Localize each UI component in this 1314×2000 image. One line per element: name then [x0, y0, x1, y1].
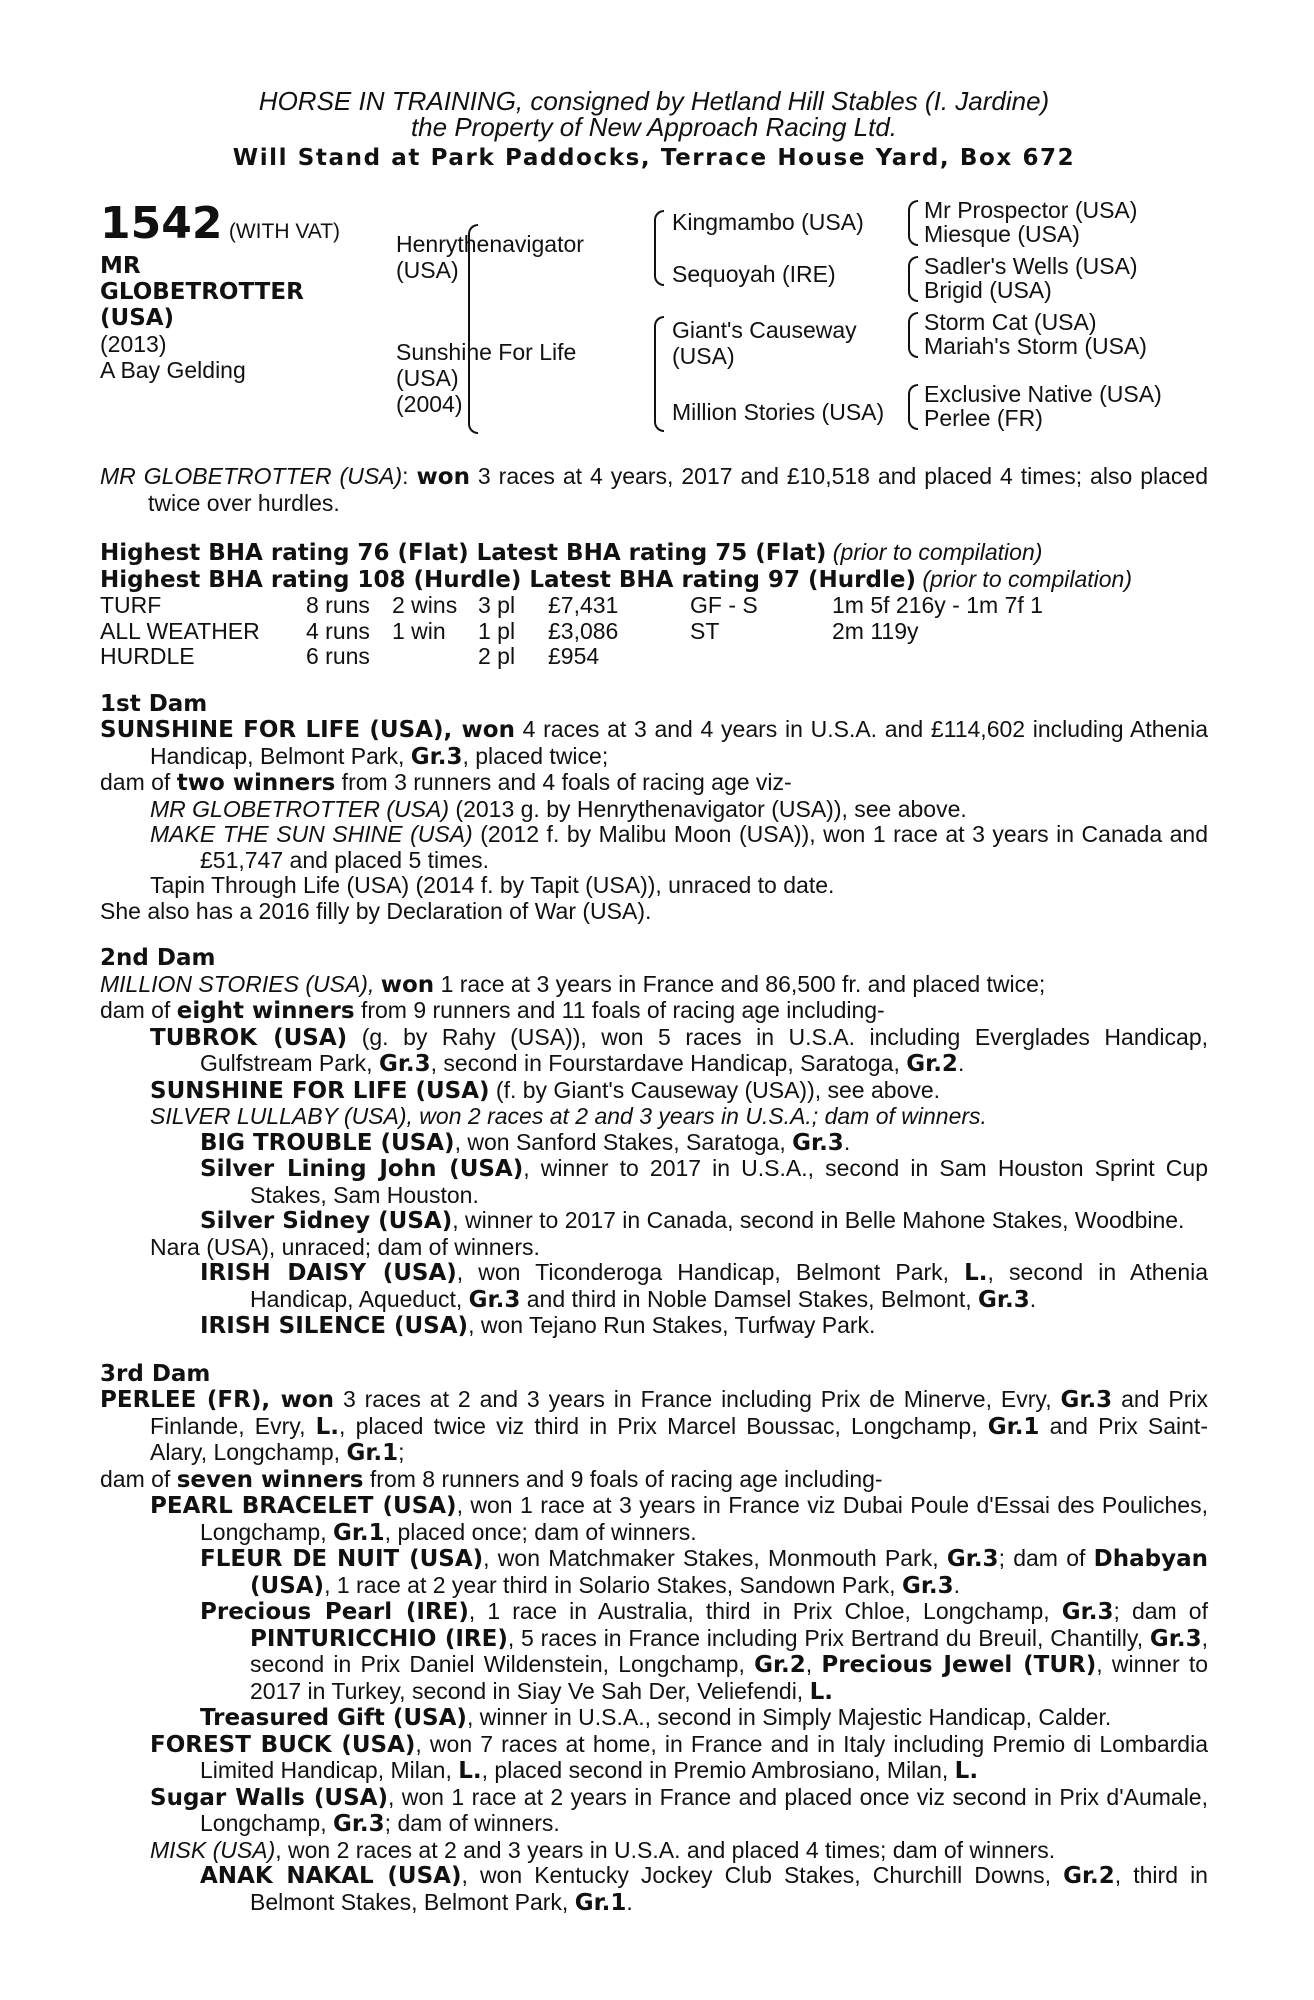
dam-sire-country: (USA) [672, 343, 735, 369]
record-cell: 1m 5f 216y - 1m 7f 1 [832, 592, 1043, 618]
dam-year: (2004) [396, 391, 463, 417]
ped-ssd: Miesque (USA) [924, 221, 1080, 247]
record-cell: GF - S [690, 592, 758, 618]
ratings: Highest BHA rating 76 (Flat) Latest BHA rating 75 (Flat) (prior to compilation) Highest BHA rating 108 (Hurdle) Latest BHA rating 97 (Hurdle) (prior to compilation) TURF 8 runs 2 wins 3 pl £7,431 GF - S 1m 5f 216y - 1m 7f 1 ALL WEATHER 4 runs 1 win 1 pl £3,086 ST 2m 119y HURDLE 6 runs 2 pl £954 [100, 539, 1133, 669]
dam3-grand-produce: FLEUR DE NUIT (USA), won Matchmaker Stakes, Monmouth Park, Gr.3; dam of Dhabyan (USA), 1 race at 2 year third in Solario Stakes, Sandown Park, Gr.3. [200, 1545, 1209, 1599]
record-cell: ALL WEATHER [100, 617, 260, 644]
dam2-produce: SUNSHINE FOR LIFE (USA) (f. by Giant's Causeway (USA)), see above. [150, 1076, 941, 1104]
dam2-grand-produce: Silver Lining John (USA), winner to 2017 in U.S.A., second in Sam Houston Sprint Cup Stakes, Sam Houston. [200, 1155, 1208, 1208]
dam2-line: MILLION STORIES (USA), won 1 race at 3 years in France and 86,500 fr. and placed twice; [100, 970, 1046, 998]
horse-name-2: GLOBETROTTER [100, 279, 304, 305]
ped-dsd: Mariah's Storm (USA) [924, 333, 1147, 359]
record-cell: 6 runs [306, 643, 370, 669]
record-cell: £954 [548, 643, 600, 669]
dam3-grand-produce: ANAK NAKAL (USA), won Kentucky Jockey Club Stakes, Churchill Downs, Gr.2, third in Belmont Stakes, Belmont Park, Gr.1. [200, 1862, 1208, 1916]
sire-country: (USA) [396, 257, 459, 283]
dam3-produce-intro: dam of seven winners from 8 runners and 9 foals of racing age including- [100, 1465, 883, 1493]
dam2-produce: SILVER LULLABY (USA), won 2 races at 2 and 3 years in U.S.A.; dam of winners. [150, 1103, 987, 1129]
dam2-grand-produce: BIG TROUBLE (USA), won Sanford Stakes, Saratoga, Gr.3. [200, 1128, 851, 1156]
sire-sire: Kingmambo (USA) [672, 209, 864, 235]
ped-sds: Sadler's Wells (USA) [924, 253, 1138, 279]
record-cell: 4 runs [306, 617, 370, 644]
bracket [908, 256, 918, 302]
ped-dds: Exclusive Native (USA) [924, 381, 1162, 407]
pedigree-table [100, 197, 1208, 456]
record-cell [832, 644, 1043, 670]
dam2-produce-intro: dam of eight winners from 9 runners and 11 foals of racing age including- [100, 997, 885, 1024]
record-cell: 1 pl [478, 617, 516, 644]
stand-line: Will Stand at Park Paddocks, Terrace House Yard, Box 672 [232, 145, 1076, 171]
ped-dss: Storm Cat (USA) [924, 309, 1097, 335]
section-3rd-dam: 3rd Dam [100, 1360, 211, 1387]
dam2-produce: TUBROK (USA) (g. by Rahy (USA)), won 5 races in U.S.A. including Everglades Handicap, Gulfstream Park, Gr.3, second in Fourstardave Handicap, Saratoga, Gr.2. [150, 1023, 1208, 1077]
consignor-line: HORSE IN TRAINING, consigned by Hetland Hill Stables (I. Jardine) [258, 86, 1050, 116]
record-cell: TURF [100, 592, 162, 618]
horse-name-1: MR [100, 253, 141, 279]
race-record-table [100, 593, 1043, 670]
record-cell [392, 644, 478, 670]
property-line: the Property of New Approach Racing Ltd. [410, 112, 898, 142]
record-row [100, 619, 1043, 645]
dam1-line: SUNSHINE FOR LIFE (USA), won 4 races at 3 and 4 years in U.S.A. and £114,602 including Athenia Handicap, Belmont Park, Gr.3, placed twice; [100, 716, 1209, 770]
horse-name-3: (USA) [100, 305, 175, 331]
catalogue-page [100, 86, 1208, 1916]
record-cell: 8 runs [306, 592, 370, 618]
ped-sdd: Brigid (USA) [924, 277, 1052, 303]
dam-sire: Giant's Causeway [672, 317, 857, 343]
dam3-produce: PEARL BRACELET (USA), won 1 race at 3 years in France viz Dubai Poule d'Essai des Pouliches, Longchamp, Gr.1, placed once; dam of winners. [150, 1492, 1208, 1546]
record-row [100, 644, 1043, 670]
lot-number: 1542 (WITH VAT) [100, 198, 341, 249]
horse-year: (2013) [100, 331, 167, 357]
bracket [654, 316, 664, 432]
bracket [908, 312, 918, 358]
bracket [908, 384, 918, 430]
dam2-grand-produce: IRISH DAISY (USA), won Ticonderoga Handicap, Belmont Park, L., second in Athenia Handicap, Aqueduct, Gr.3 and third in Noble Damsel Stakes, Belmont, Gr.3. [200, 1259, 1209, 1313]
record-cell [690, 644, 832, 670]
dam2-grand-produce: Silver Sidney (USA), winner to 2017 in Canada, second in Belle Mahone Stakes, Woodbine. [200, 1207, 1185, 1234]
section-2nd-dam: 2nd Dam [100, 945, 216, 971]
sire-dam: Sequoyah (IRE) [672, 261, 836, 287]
ped-ddd: Perlee (FR) [924, 405, 1043, 431]
dam-dam: Million Stories (USA) [672, 399, 885, 425]
dam1-note: She also has a 2016 filly by Declaration of War (USA). [100, 897, 652, 924]
dam-country: (USA) [396, 365, 459, 391]
dam2-grand-produce: IRISH SILENCE (USA), won Tejano Run Stakes, Turfway Park. [200, 1312, 876, 1339]
dam1-produce: Tapin Through Life (USA) (2014 f. by Tapit (USA)), unraced to date. [150, 872, 835, 898]
record-cell: 2m 119y [832, 617, 919, 644]
bracket [654, 210, 664, 286]
record-cell: 2 wins [392, 592, 458, 618]
dam3-produce: Sugar Walls (USA), won 1 race at 2 years in France and placed once viz second in Prix d'Aumale, Longchamp, Gr.3; dam of winners. [150, 1783, 1208, 1837]
record-cell: 2 pl [478, 643, 516, 669]
record-cell: £3,086 [548, 617, 619, 644]
record-cell: HURDLE [100, 643, 195, 669]
record-cell: ST [690, 617, 720, 644]
ped-sss: Mr Prospector (USA) [924, 197, 1138, 223]
record-cell: 1 win [392, 617, 446, 644]
dam3-grand-produce: Treasured Gift (USA), winner in U.S.A., second in Simply Majestic Handicap, Calder. [200, 1704, 1112, 1731]
dam: Sunshine For Life [396, 339, 577, 365]
dam3-grand-produce: Precious Pearl (IRE), 1 race in Australia, third in Prix Chloe, Longchamp, Gr.3; dam of PINTURICCHIO (IRE), 5 races in France including Prix Bertrand du Breuil, Chantilly, Gr.3, second in Prix Daniel Wildenstein, Longchamp, Gr.2, Precious Jewel (TUR), winner to 2017 in Turkey, second in Siay Ve Sah Der, Veliefendi, L. [200, 1598, 1209, 1705]
horse-description: A Bay Gelding [100, 357, 246, 383]
record-cell: £7,431 [548, 592, 619, 618]
dam2-produce: Nara (USA), unraced; dam of winners. [150, 1233, 540, 1260]
bracket [908, 200, 918, 246]
dam3-produce: MISK (USA), won 2 races at 2 and 3 years in U.S.A. and placed 4 times; dam of winners. [150, 1836, 1056, 1863]
record-row [100, 593, 1043, 619]
sire: Henrythenavigator [396, 231, 584, 257]
dam1-produce: MR GLOBETROTTER (USA) (2013 g. by Henrythenavigator (USA)), see above. [150, 795, 967, 822]
dam3-line: PERLEE (FR), won 3 races at 2 and 3 years in France including Prix de Minerve, Evry, Gr.3 and Prix Finlande, Evry, L., placed twice viz third in Prix Marcel Boussac, Longchamp, Gr.1 and Prix Saint-Alary, Longchamp, Gr.1; [100, 1386, 1209, 1466]
dam1-produce: MAKE THE SUN SHINE (USA) (2012 f. by Malibu Moon (USA)), won 1 race at 3 years in Canada and £51,747 and placed 5 times. [150, 821, 1208, 873]
dam3-produce: FOREST BUCK (USA), won 7 races at home, in France and in Italy including Premio di Lombardia Limited Handicap, Milan, L., placed second in Premio Ambrosiano, Milan, L. [150, 1730, 1209, 1784]
race-summary: MR GLOBETROTTER (USA): won 3 races at 4 years, 2017 and £10,518 and placed 4 times; also placed twice over hurdles. [100, 463, 1208, 516]
record-cell: 3 pl [478, 592, 516, 618]
dam1-produce-intro: dam of two winners from 3 runners and 4 foals of racing age viz- [100, 769, 792, 796]
section-1st-dam: 1st Dam [100, 690, 208, 717]
